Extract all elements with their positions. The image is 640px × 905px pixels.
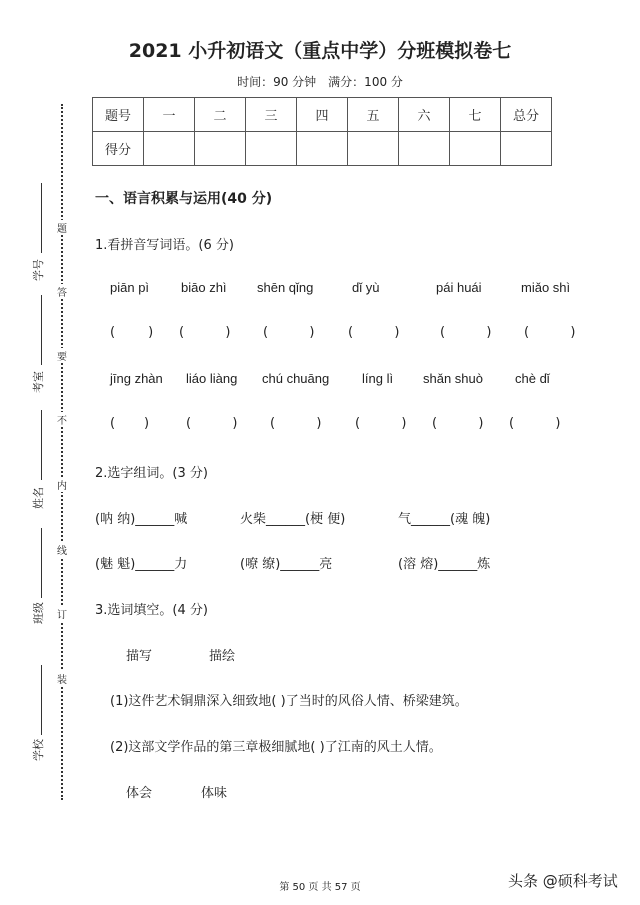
answer-blank[interactable]: ( ) xyxy=(179,325,231,340)
answer-blank[interactable]: ( ) xyxy=(432,416,484,431)
word-choice-item: (呐 纳)______喊 xyxy=(95,512,188,527)
question-3-prompt: 3.选词填空。(4 分) xyxy=(95,603,208,618)
student-id-label: 学号 xyxy=(32,259,45,281)
binding-mark: 不 xyxy=(57,412,67,427)
question-2-prompt: 2.选字组词。(3 分) xyxy=(95,466,208,481)
pinyin-item: chè dǐ xyxy=(515,371,550,386)
word-option: 体会 xyxy=(126,786,153,801)
answer-blank[interactable]: ( ) xyxy=(110,325,154,340)
pinyin-item: piān pì xyxy=(110,280,150,295)
answer-blank[interactable]: ( ) xyxy=(355,416,407,431)
score-table-header: 六 xyxy=(399,98,450,132)
pinyin-item: liáo liàng xyxy=(186,371,238,386)
score-table-header: 二 xyxy=(195,98,246,132)
word-choice-item: (魅 魁)______力 xyxy=(95,557,188,572)
score-table-header: 三 xyxy=(246,98,297,132)
score-table xyxy=(92,97,552,166)
answer-blank[interactable]: ( ) xyxy=(348,325,400,340)
pinyin-item: dǐ yù xyxy=(352,280,380,295)
score-table-header: 四 xyxy=(297,98,348,132)
page-number: 第 50 页 共 57 页 xyxy=(279,882,361,893)
score-table-header: 题号 xyxy=(93,98,144,132)
section-heading: 一、语言积累与运用(40 分) xyxy=(95,191,273,207)
word-choice-item: 火柴______(梗 便) xyxy=(240,512,346,527)
binding-mark: 订 xyxy=(57,606,67,621)
pinyin-item: biāo zhì xyxy=(181,280,227,295)
student-id-line xyxy=(41,183,42,253)
pinyin-item: pái huái xyxy=(436,280,482,295)
score-cell[interactable] xyxy=(399,132,450,166)
exam-room-label: 考室 xyxy=(32,371,45,393)
answer-blank[interactable]: ( ) xyxy=(509,416,561,431)
answer-blank[interactable]: ( ) xyxy=(270,416,322,431)
question-1-prompt: 1.看拼音写词语。(6 分) xyxy=(95,238,234,253)
score-table-header: 总分 xyxy=(501,98,552,132)
score-cell[interactable] xyxy=(297,132,348,166)
class-line xyxy=(41,528,42,598)
score-cell[interactable] xyxy=(195,132,246,166)
binding-mark: 要 xyxy=(57,348,67,363)
exam-info: 时间：90 分钟 满分：100 分 xyxy=(237,75,403,89)
word-option: 描写 xyxy=(126,649,153,664)
score-table-score-row xyxy=(93,132,552,166)
pinyin-item: shēn qǐng xyxy=(257,280,314,295)
answer-blank[interactable]: ( ) xyxy=(186,416,238,431)
answer-blank[interactable]: ( ) xyxy=(440,325,492,340)
word-choice-item: (溶 熔)______炼 xyxy=(398,557,491,572)
pinyin-item: jīng zhàn xyxy=(110,371,163,386)
pinyin-item: líng lì xyxy=(362,371,394,386)
fill-sentence: (2)这部文学作品的第三章极细腻地( )了江南的风土人情。 xyxy=(110,740,442,755)
school-line xyxy=(41,665,42,735)
score-cell[interactable] xyxy=(144,132,195,166)
binding-mark: 题 xyxy=(57,220,67,235)
word-option: 描绘 xyxy=(209,649,236,664)
word-choice-item: (嘹 缭)______亮 xyxy=(240,557,333,572)
pinyin-item: shǎn shuò xyxy=(423,371,483,386)
score-table-header: 五 xyxy=(348,98,399,132)
score-cell[interactable] xyxy=(501,132,552,166)
answer-blank[interactable]: ( ) xyxy=(524,325,576,340)
binding-dotted-line xyxy=(61,104,63,800)
name-label: 姓名 xyxy=(32,487,45,509)
answer-blank[interactable]: ( ) xyxy=(263,325,315,340)
exam-room-line xyxy=(41,295,42,365)
score-cell[interactable] xyxy=(450,132,501,166)
pinyin-item: chú chuāng xyxy=(262,371,330,386)
answer-blank[interactable]: ( ) xyxy=(110,416,150,431)
score-row-label: 得分 xyxy=(93,132,144,166)
binding-mark: 内 xyxy=(57,477,67,492)
name-line xyxy=(41,410,42,480)
school-label: 学校 xyxy=(32,739,45,761)
binding-mark: 装 xyxy=(57,671,67,686)
class-label: 班级 xyxy=(32,602,45,624)
score-table-header: 七 xyxy=(450,98,501,132)
fill-sentence: (1)这件艺术铜鼎深入细致地( )了当时的风俗人情、桥梁建筑。 xyxy=(110,694,468,709)
word-choice-item: 气______(魂 魄) xyxy=(398,512,491,527)
pinyin-item: miǎo shì xyxy=(521,280,571,295)
score-table-header: 一 xyxy=(144,98,195,132)
score-cell[interactable] xyxy=(246,132,297,166)
word-option: 体味 xyxy=(201,786,228,801)
watermark: 头条 @硕科考试 xyxy=(508,872,618,890)
score-table-header-row xyxy=(93,98,552,132)
binding-mark: 答 xyxy=(57,284,67,299)
page-title: 2021 小升初语文（重点中学）分班模拟卷七 xyxy=(128,40,512,62)
binding-mark: 线 xyxy=(57,542,67,557)
score-cell[interactable] xyxy=(348,132,399,166)
